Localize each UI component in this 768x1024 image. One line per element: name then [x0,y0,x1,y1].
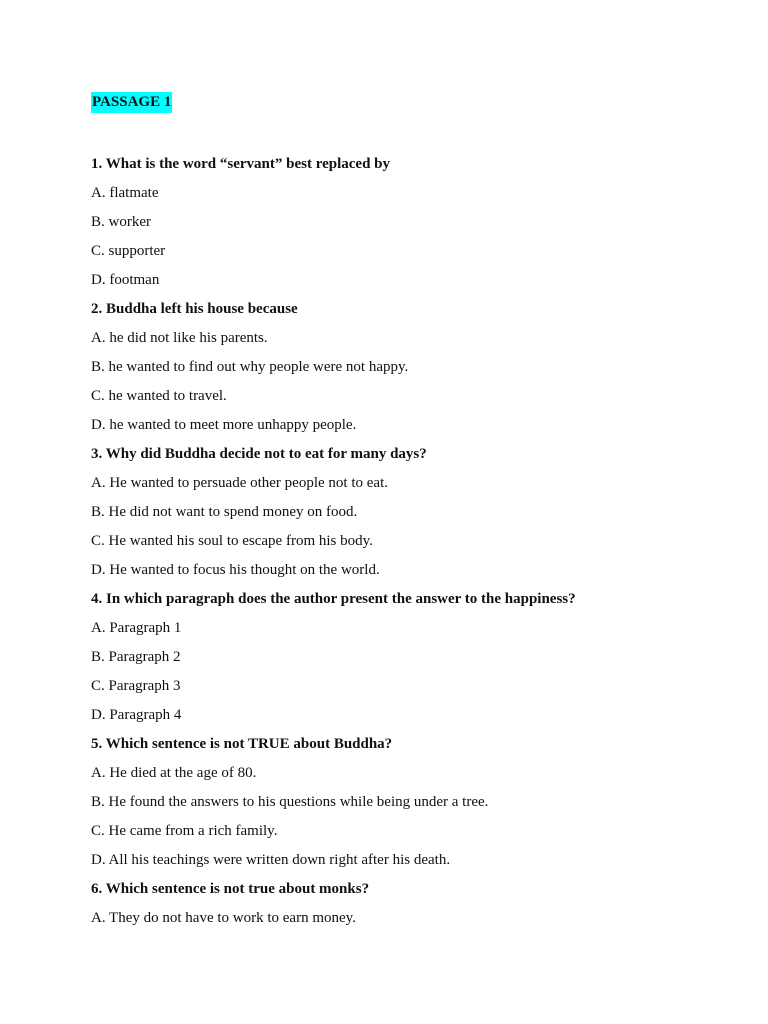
option-c: C. Paragraph 3 [91,678,181,694]
option-d: D. he wanted to meet more unhappy people. [91,417,357,433]
question-block-2 [91,295,731,440]
option-b: B. He found the answers to his questions while being under a tree. [91,794,489,810]
option-c: C. He wanted his soul to escape from his body. [91,533,373,549]
option-a: A. flatmate [91,185,159,201]
option-a: A. They do not have to work to earn money. [91,910,356,926]
question-text: 1. What is the word “servant” best replaced by [91,156,391,172]
question-text: 2. Buddha left his house because [91,301,298,317]
option-a: A. he did not like his parents. [91,330,268,346]
question-text: 3. Why did Buddha decide not to eat for many days? [91,446,427,462]
option-a: A. He died at the age of 80. [91,765,257,781]
question-block-4 [91,585,731,730]
option-b: B. Paragraph 2 [91,649,181,665]
option-d: D. He wanted to focus his thought on the world. [91,562,380,578]
option-c: C. he wanted to travel. [91,388,227,404]
option-a: A. Paragraph 1 [91,620,182,636]
option-c: C. supporter [91,243,166,259]
option-b: B. worker [91,214,151,230]
option-a: A. He wanted to persuade other people not to eat. [91,475,388,491]
question-list [91,150,731,933]
question-text: 6. Which sentence is not true about monks? [91,881,370,897]
passage-heading: PASSAGE 1 [91,92,172,113]
question-text: 4. In which paragraph does the author present the answer to the happiness? [91,591,576,607]
option-c: C. He came from a rich family. [91,823,278,839]
question-block-3 [91,440,731,585]
option-d: D. All his teachings were written down right after his death. [91,852,451,868]
option-b: B. He did not want to spend money on food. [91,504,358,520]
option-d: D. footman [91,272,160,288]
document-page [91,92,731,933]
question-block-6 [91,875,731,933]
question-text: 5. Which sentence is not TRUE about Buddha? [91,736,393,752]
option-b: B. he wanted to find out why people were not happy. [91,359,409,375]
option-d: D. Paragraph 4 [91,707,182,723]
question-block-1 [91,150,731,295]
question-block-5 [91,730,731,875]
